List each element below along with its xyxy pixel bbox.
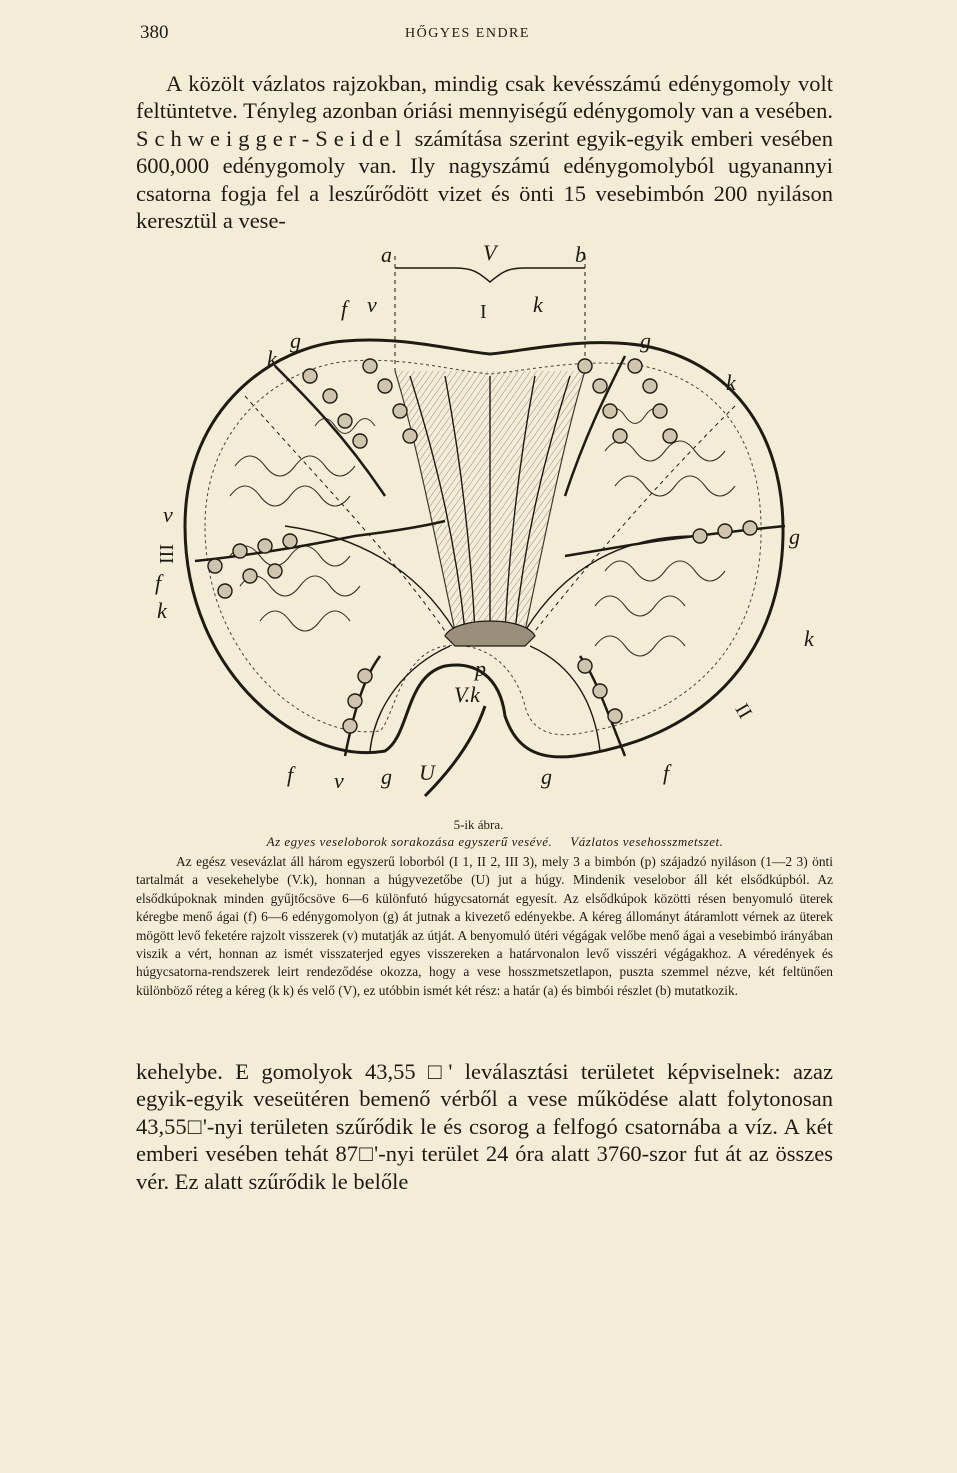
figure-label-25: f bbox=[663, 760, 670, 785]
paragraph-top-part1: A közölt vázlatos rajzokban, mindig csak kevésszámú edénygomoly volt feltüntetve. Tényleg azonban óriási mennyiségű edénygomoly van a vesében. bbox=[136, 71, 833, 124]
figure-label-18: p bbox=[475, 656, 486, 681]
figure-label-15: k bbox=[157, 598, 167, 623]
figure-label-11: k bbox=[726, 370, 736, 395]
figure-label-9: k bbox=[267, 346, 277, 371]
figure-label-12: v bbox=[163, 502, 173, 527]
author-name-spaced: Schweigger-Seidel bbox=[136, 125, 408, 151]
figure-caption: Az egész vesevázlat áll három egyszerű loborból (I 1, II 2, III 3), mely 3 a bimbón (p) szájadzó nyiláson (1—2 3) önti tartalmát a vesekehelybe (V.k), honnan a húgyvezetőbe (U) jut a húgy. Mindenik veselobor áll két elsődkúpból. Az elsődkúpoknak minden gyűjtőcsöve 6—6 különfutó húgycsatornát egyesít. Az elsődkúpok közötti résen benyomuló üterek kéregbe menő ágai (f) 6—6 edénygomolyon (g) át jutnak a kivezető edényekbe. A kéreg állományt átáramlott vérnek az üterek mögött levő feketére rajzolt visszerek (v) mutatják az útját. A benyomuló ütéri végágak velőbe menő ágai a vesebimbó irányában viszik a vért, honnan az ismét visszaterjed egyes visszereken a határvonalon levő visszéri végágakhoz. A véredények és húgycsatorna-rendszerek leirt rendeződése okozza, hogy a vese hosszmetszetlapon, puszta szemmel nézve, két feltünően különböző réteg a kéreg (k k) és velő (V), ez utóbbin ismét két rész: a határ (a) és bimbói részlet (b) mutatkozik. bbox=[136, 854, 833, 998]
figure-label-26: II bbox=[730, 699, 757, 723]
figure-label-23: U bbox=[419, 760, 435, 785]
kidney-diagram-svg bbox=[155, 236, 828, 804]
top-bracket bbox=[395, 268, 585, 282]
figure-label-13: III bbox=[156, 544, 178, 564]
figure-label-5: k bbox=[533, 292, 543, 317]
figure-label-22: g bbox=[381, 764, 392, 789]
figure-label-6: f bbox=[341, 296, 348, 321]
body-paragraph-top bbox=[136, 70, 833, 234]
figure-label-19: V.k bbox=[454, 682, 480, 707]
kidney-diagram bbox=[155, 236, 828, 804]
collecting-ducts bbox=[285, 376, 695, 751]
figure-label-14: f bbox=[155, 570, 162, 595]
figure-label-20: f bbox=[287, 762, 294, 787]
page-number: 380 bbox=[140, 22, 169, 43]
figure-label-16: g bbox=[789, 524, 800, 549]
figure-label-21: v bbox=[334, 768, 344, 793]
figure-label-3: b bbox=[575, 242, 586, 267]
figure-number: 5-ik ábra. bbox=[453, 817, 504, 832]
figure-label-7: v bbox=[367, 292, 377, 317]
figure-title bbox=[180, 834, 810, 850]
running-head: HŐGYES ENDRE bbox=[405, 26, 530, 41]
figure-label-2: V bbox=[483, 240, 497, 265]
body-paragraph-bottom: kehelybe. E gomolyok 43,55 □' leválasztási területet képviselnek: azaz egyik-egyik veseütéren bemenő vérből a vese működése alatt folytonosan 43,55□'-nyi területen szűrődik le és csorog a felfogó csatornába a víz. A két emberi vesében tehát 87□'-nyi terület 24 óra alatt 3760-szor fut át az összes vér. Ez alatt szűrődik le belőle bbox=[136, 1059, 833, 1194]
figure-title-left: Az egyes veseloborok sorakozása egyszerű vesévé. bbox=[266, 834, 553, 849]
figure-label-8: g bbox=[290, 328, 301, 353]
figure-title-right: Vázlatos vesehosszmetszet. bbox=[570, 834, 724, 849]
paragraph-top-part2: számítása szerint egyik-egyik emberi vesében 600,000 edénygomoly van. Ily nagyszámú edénygomolyból ugyanannyi csatorna fogja fel a leszűrődött vizet és önti 15 vesebimbón 200 nyiláson keresztül a vese- bbox=[136, 125, 833, 234]
figure-label-10: g bbox=[640, 328, 651, 353]
figure-label-4: I bbox=[480, 301, 487, 323]
figure-label-1: a bbox=[381, 242, 392, 267]
figure-label-24: g bbox=[541, 764, 552, 789]
figure-label-17: k bbox=[804, 626, 814, 651]
